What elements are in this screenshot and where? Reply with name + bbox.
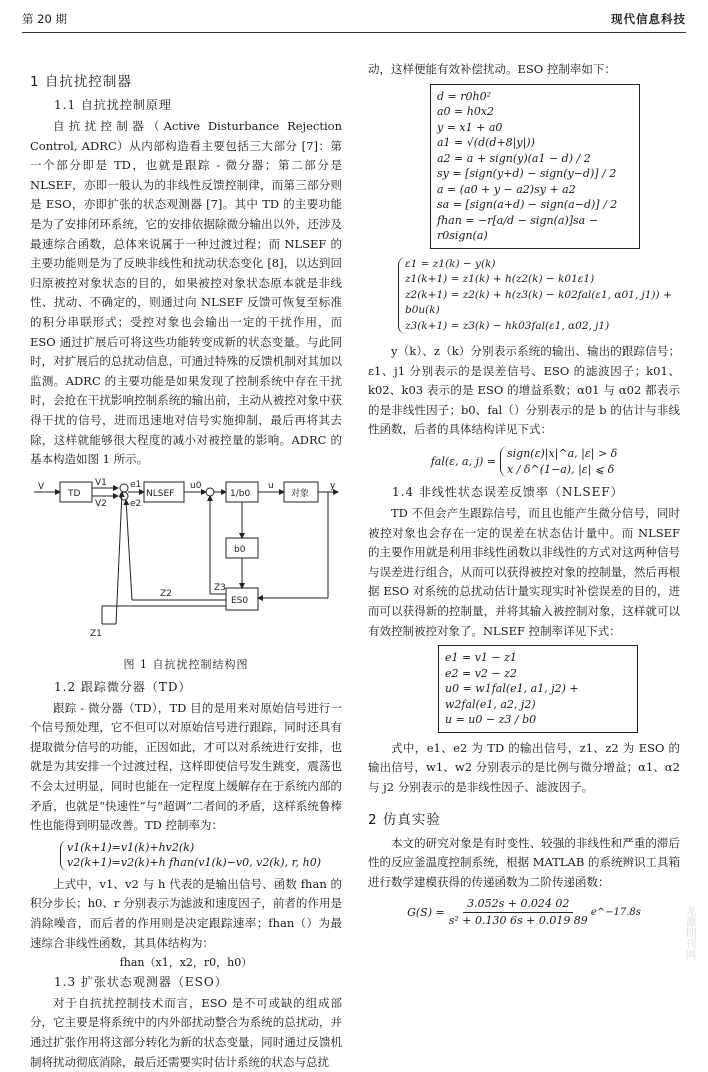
paragraph-td: 跟踪 - 微分器（TD），TD 目的是用来对原始信号进行一个信号预处理，它不但可以对原始信号进行跟踪，同时还具有提取微分信号的功能，正因如此，才可以对系统进行安排，也就是为其安排一个过渡过程，这样即使信号发生跳变，震荡也不会太过明显，同时也能在一定程度上缓解存在于系统内部的矛盾，也就是“快速性”与“超调”二者间的矛盾，这样系统鲁棒性也能得到明显改善。TD 控制率为： [30, 700, 342, 833]
nlsef-eq-line: e2 = v2 − z2 [445, 666, 517, 680]
nlsef-eq-line: u0 = w1fal(e1, a1, j2) + w2fal(e1, a2, j2) [445, 682, 579, 711]
fhan-eq-line: d = r0h0² [437, 89, 492, 103]
eso-eq-line: ε1 = z1(k) − y(k) [405, 257, 496, 270]
label-e2: e2 [130, 498, 142, 509]
adrc-structure-diagram [30, 476, 342, 652]
label-z3: Z3 [214, 582, 226, 593]
header-rule [22, 32, 686, 33]
journal-name: 现代信息科技 [611, 12, 686, 26]
right-column [368, 60, 680, 928]
transfer-function [368, 896, 680, 928]
tf-numerator: 3.052s + 0.024 02 [463, 896, 573, 913]
paragraph-eso: 对于自抗扰控制技术而言，ESO 是不可或缺的组成部分，它主要是将系统中的内外部扰动整合为系统的总扰动，并通过扩张作用将这部分转化为新的状态变量，同时通过反馈机制将扰动彻底消除，最后还需要实时估计系统的状态与总扰 [30, 995, 342, 1069]
label-v: V [38, 481, 45, 492]
fal-case: sign(ε)|x|^a, |ε| > δ [507, 447, 618, 461]
figure-1-caption: 图 1 自抗扰控制结构图 [123, 657, 249, 671]
fhan-eq-line: y = x1 + a0 [437, 120, 503, 134]
label-v1: V1 [95, 477, 107, 488]
fhan-eq-line: a2 = a + sign(y)(a1 − d) / 2 [437, 151, 591, 165]
paragraph-eso-params: y（k）、z（k）分别表示系统的输出、输出的跟踪信号；ε1、j1 分别表示的是误差信号、ESO 的滤波因子；k01、k02、k03 表示的是 ESO 的增益系数；α01 与 α02 都表示的是非线性因子；b0、fal（）分别表示的是 b 的估计与非线性函数，后者的具体结构详见下式： [368, 344, 680, 437]
block-td: TD [68, 488, 81, 499]
paragraph-nlsef: TD 不但会产生跟踪信号，而且也能产生微分信号，同时被控对象也会存在一定的误差在状态估计量中。而 NLSEF 的主要作用就是利用非线性函数以非线性的方式对这两种信号与误差进行组合，从而可以获得被控对象的控制量，然后再根据 ESO 对系统的总扰动估计量实现实时补偿误差的目的，进而可以获得新的控制量，并将其输入被控制对象，这样就可以有效控制被控对象了。NLSEF 控制率详见下式： [368, 506, 680, 638]
tf-delay: e^−17.8s [590, 906, 641, 918]
paragraph-td-params: 上式中，v1、v2 与 h 代表的是输出信号、函数 fhan 的积分步长；h0、r 分别表示为滤波和速度因子，前者的作用是消除噪音，而后者的作用则是决定跟踪速率；fhan（）为最速综合非线性函数，其具体结构为： [30, 876, 342, 950]
label-y: y [330, 480, 336, 491]
fhan-eq-line: a0 = h0x2 [437, 105, 495, 119]
label-z1: Z1 [90, 628, 102, 639]
block-plant: 对象 [291, 488, 310, 499]
fhan-equations [430, 84, 640, 249]
nlsef-eq-line: e1 = v1 − z1 [445, 651, 517, 665]
eso-eq-line: z3(k+1) = z3(k) − hk03fal(ε1, α02, j1) [405, 319, 610, 332]
section-1-4-title: 1.4 非线性状态误差反馈率（NLSEF） [392, 485, 624, 500]
fhan-signature: fhan（x1，x2，r0，h0） [119, 956, 253, 970]
eso-eq-line: z2(k+1) = z2(k) + h(z3(k) − k02fal(ε1, α01, j1)) + b0u(k) [405, 288, 672, 317]
fhan-eq-line: sy = [sign(y+d) − sign(y−d)] / 2 [437, 167, 617, 181]
section-2-title: 2 仿真实验 [368, 811, 441, 828]
left-column [30, 60, 342, 1072]
td-eq-line: v2(k+1)=v2(k)+h fhan(v1(k)−v0, v2(k), r, h0) [67, 856, 321, 870]
fal-equation [368, 446, 680, 477]
paragraph-adrc-principle: 自抗扰控制器（Active Disturbance Rejection Control, ADRC）从内部构造看主要包括三大部分 [7]：第一个部分即是 TD，也就是跟踪 - 微分器；第二部分是 NLSEF，亦即一般认为的非线性反馈控制律，而第三部分则是 ESO，亦即扩张的状态观测器 [7]。其中 TD 的主要功能是为了安排闭环系统，它的安排依据除微分输出以外，还涉及最速综合函数，总体来说属于一种过渡过程；而 NLSEF 的主要功能则是为了反映非线性和扰动状态变化 [8]，以达到回归原被控对象状态的目的，如果被控对象状态原本就是非线性、扰动、不确定的，则通过向 NLSEF 反馈可恢复至标准的积分串联形式；受控对象也会输出一定的干扰作用，而 ESO 通过扩展后可将这些功能转变成新的状态变量。与此同时，对扩展后的总扰动信息，可通过特殊的反馈机制对其加以监测。ADRC 的主要功能是如果发现了控制系统中存在干扰时，会抢在干扰影响控制系统的输出前，主动从被控对象中获得干扰的信号，进而迅速地对信号实施抑制，最后再将其去除，这样就能够很大程度的减小对被控量的影响。ADRC 的基本构造如图 1 所示。 [30, 119, 342, 467]
td-equation [60, 840, 342, 871]
fhan-eq-line: a1 = √(d(d+8|y|)) [437, 136, 535, 150]
watermark: 龙源期刊网 [684, 905, 697, 960]
paragraph-eso-cont: 动，这样便能有效补偿扰动。ESO 控制率如下： [368, 62, 616, 76]
nlsef-eq-line: u = u0 − z3 / b0 [445, 713, 537, 727]
section-1-1-title: 1.1 自抗扰控制原理 [54, 98, 172, 112]
fal-lhs: fal(ε, a, j) = [430, 454, 496, 468]
issue-number: 第 20 期 [22, 12, 67, 26]
tf-lhs: G(S) = [407, 905, 445, 919]
label-v2: V2 [95, 498, 107, 509]
nlsef-equations [438, 645, 638, 733]
section-1-title: 1 自抗扰控制器 [30, 74, 132, 90]
fhan-eq-line: sa = [sign(a+d) − sign(a−d)] / 2 [437, 198, 618, 212]
section-1-2-title: 1.2 跟踪微分器（TD） [54, 679, 192, 694]
paragraph-nlsef-params: 式中，e1、e2 为 TD 的输出信号，z1、z2 为 ESO 的输出信号，w1、w2 分别表示的是比例与微分增益；α1、α2 与 j2 分别表示的是非线性因子、滤波因子。 [368, 740, 680, 794]
block-gain: 1/b0 [230, 488, 251, 499]
tf-denominator: s² + 0.130 6s + 0.019 89 [448, 913, 588, 927]
section-1-3-title: 1.3 扩张状态观测器（ESO） [54, 974, 228, 989]
block-b0: b0 [234, 544, 246, 555]
block-eso: ES0 [231, 595, 249, 606]
eso-equations [398, 257, 680, 335]
paragraph-simulation: 本文的研究对象是有时变性、较强的非线性和严重的滞后性的反应釜温度控制系统，根据 MATLAB 的系统辨识工具箱进行数学建模获得的传递函数为二阶传递函数： [368, 835, 680, 889]
label-e1: e1 [130, 479, 142, 490]
label-u0: u0 [190, 480, 202, 491]
fhan-eq-line: fhan = −r[a/d − sign(a)]sa − r0sign(a) [437, 213, 598, 243]
td-eq-line: v1(k+1)=v1(k)+hv2(k) [67, 840, 195, 854]
label-u: u [268, 480, 274, 491]
fal-case: x / δ^(1−a), |ε| ⩽ δ [507, 462, 615, 476]
page-header [22, 6, 686, 32]
block-nlsef: NLSEF [146, 488, 175, 499]
eso-eq-line: z1(k+1) = z1(k) + h(z2(k) − k01ε1) [405, 273, 595, 286]
label-z2: Z2 [160, 588, 172, 599]
fhan-eq-line: a = (a0 + y − a2)sy + a2 [437, 182, 576, 196]
